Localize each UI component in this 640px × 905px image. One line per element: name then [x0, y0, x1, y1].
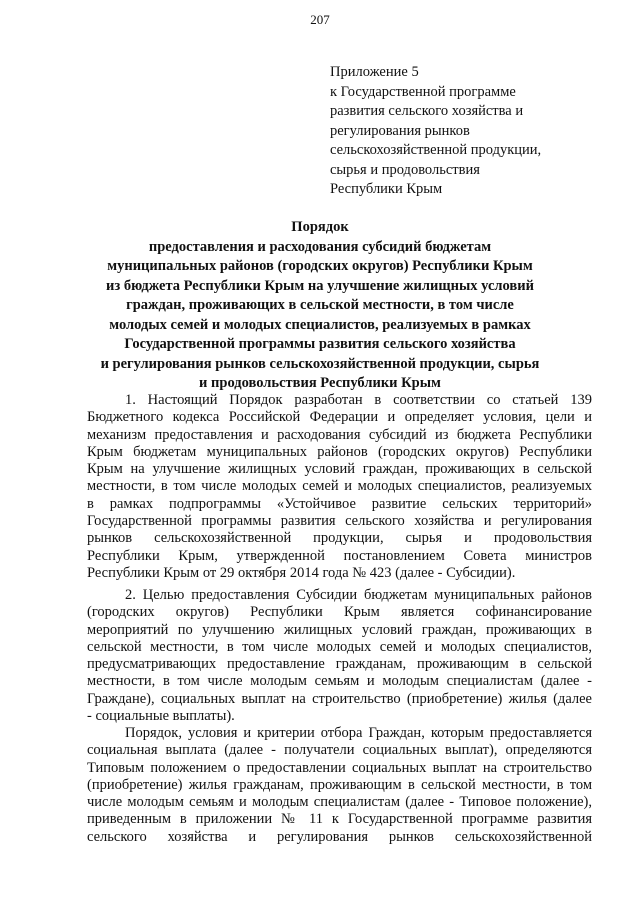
text-line: местности, в том числе молодых семей и молодых специалистов, реализуемых: [87, 478, 592, 495]
title-line: муниципальных районов (городских округов) Республики Крым: [107, 258, 533, 274]
text-line: (городских округов) Республики Крым является софинансирование: [87, 604, 592, 621]
text-line: сельской местности, в том числе молодых семей и молодых специалистов,: [87, 638, 592, 655]
text-line: механизм предоставления и расходования субсидий из бюджета Республики: [87, 426, 592, 443]
text-line: Республики Крым от 29 октября 2014 года № 423 (далее - Субсидии).: [87, 564, 516, 581]
appendix-line: сырья и продовольствия: [330, 161, 480, 178]
appendix-block: [330, 63, 620, 200]
appendix-line: регулирования рынков: [330, 122, 470, 139]
text-line: Республики Крым, утвержденной постановлением Совета министров: [87, 547, 592, 564]
text-line: Государственной программы развития сельского хозяйства и регулирования: [87, 513, 592, 530]
appendix-line: к Государственной программе: [330, 83, 516, 100]
text-line: 2. Целью предоставления Субсидии бюджетам муниципальных районов: [125, 587, 592, 603]
text-line: приведенным в приложении № 11 к Государственной программе развития: [87, 811, 592, 828]
text-line: Бюджетного кодекса Российской Федерации и определяет условия, цели и: [87, 409, 592, 426]
paragraph-1: [87, 392, 592, 582]
title-line: молодых семей и молодых специалистов, реализуемых в рамках: [109, 316, 531, 333]
text-line: Крым бюджетам муниципальных районов (городских округов) Республики: [87, 443, 592, 460]
appendix-line: Республики Крым: [330, 181, 443, 197]
text-line: - социальные выплаты).: [87, 708, 235, 725]
text-line: рынков сельскохозяйственной продукции, сырья и продовольствия: [87, 530, 592, 547]
paragraph-3: [87, 725, 592, 846]
text-line: Порядок, условия и критерии отбора Граждан, которым предоставляется: [125, 725, 592, 741]
paragraph-2: [87, 587, 592, 725]
title-line: и продовольствия Республики Крым: [199, 375, 441, 391]
text-line: Граждане), социальных выплат на строительство (приобретение) жилья (далее: [87, 690, 592, 707]
appendix-line: развития сельского хозяйства и: [330, 103, 524, 119]
text-line: социальная выплата (далее - получатели социальных выплат), определяются: [87, 742, 592, 759]
text-line: (приобретение) жилья гражданам, проживающим в сельской местности, в том: [87, 776, 592, 793]
text-line: мероприятий по улучшению жилищных условий граждан, проживающих в: [87, 621, 592, 638]
text-line: предусматривающих предоставление гражданам, проживающим в сельской: [87, 656, 592, 673]
page-number: 207: [310, 12, 330, 27]
text-line: 1. Настоящий Порядок разработан в соответствии со статьей 139: [125, 392, 592, 408]
text-line: сельского хозяйства и регулирования рынков сельскохозяйственной: [87, 828, 592, 845]
text-line: в рамках подпрограммы «Устойчивое развитие сельских территорий»: [87, 495, 592, 512]
title-line: из бюджета Республики Крым на улучшение жилищных условий: [106, 277, 534, 294]
title-line: Государственной программы развития сельского хозяйства: [124, 336, 516, 352]
title-line: Порядок: [291, 219, 349, 235]
appendix-line: сельскохозяйственной продукции,: [330, 142, 542, 158]
text-line: Крым на улучшение жилищных условий граждан, проживающих в сельской: [87, 461, 592, 478]
text-line: Типовым положением о предоставлении социальных выплат на строительство: [87, 759, 592, 776]
document-title: [60, 218, 580, 394]
title-line: предоставления и расходования субсидий бюджетам: [148, 238, 492, 255]
appendix-line: Приложение 5: [330, 64, 419, 80]
title-line: граждан, проживающих в сельской местности, в том числе: [126, 297, 514, 313]
text-line: числе молодым семьям и молодым специалистам (далее - Типовое положение),: [87, 794, 592, 811]
title-line: и регулирования рынков сельскохозяйственной продукции, сырья: [100, 355, 540, 372]
text-line: местности, в том числе молодым семьям и молодым специалистам (далее -: [87, 673, 592, 690]
